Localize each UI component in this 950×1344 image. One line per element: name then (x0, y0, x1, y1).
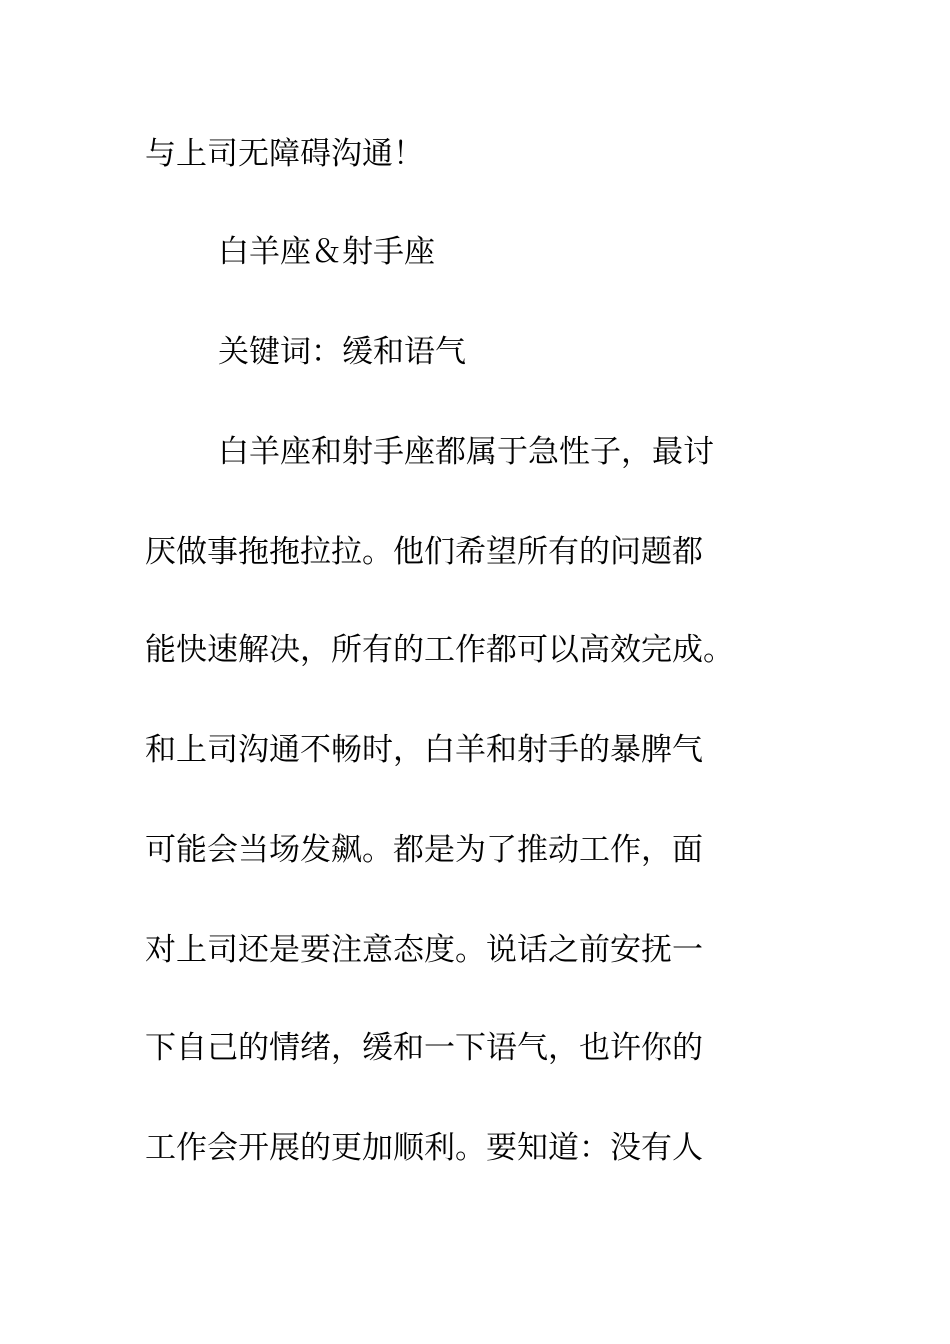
paragraph-line: 能快速解决，所有的工作都可以高效完成。 (145, 632, 734, 668)
section-heading: 白羊座＆射手座 (218, 234, 435, 270)
keyword-line: 关键词：缓和语气 (218, 334, 466, 370)
paragraph-line: 下自己的情绪，缓和一下语气，也许你的 (145, 1030, 703, 1066)
paragraph-line: 厌做事拖拖拉拉。他们希望所有的问题都 (145, 534, 703, 570)
paragraph-line: 对上司还是要注意态度。说话之前安抚一 (145, 932, 703, 968)
paragraph-line: 工作会开展的更加顺利。要知道：没有人 (145, 1130, 703, 1166)
text-line-continuation: 与上司无障碍沟通！ (145, 136, 424, 172)
paragraph-line: 和上司沟通不畅时，白羊和射手的暴脾气 (145, 732, 703, 768)
paragraph-line: 可能会当场发飙。都是为了推动工作，面 (145, 832, 703, 868)
paragraph-line: 白羊座和射手座都属于急性子，最讨 (218, 434, 714, 470)
